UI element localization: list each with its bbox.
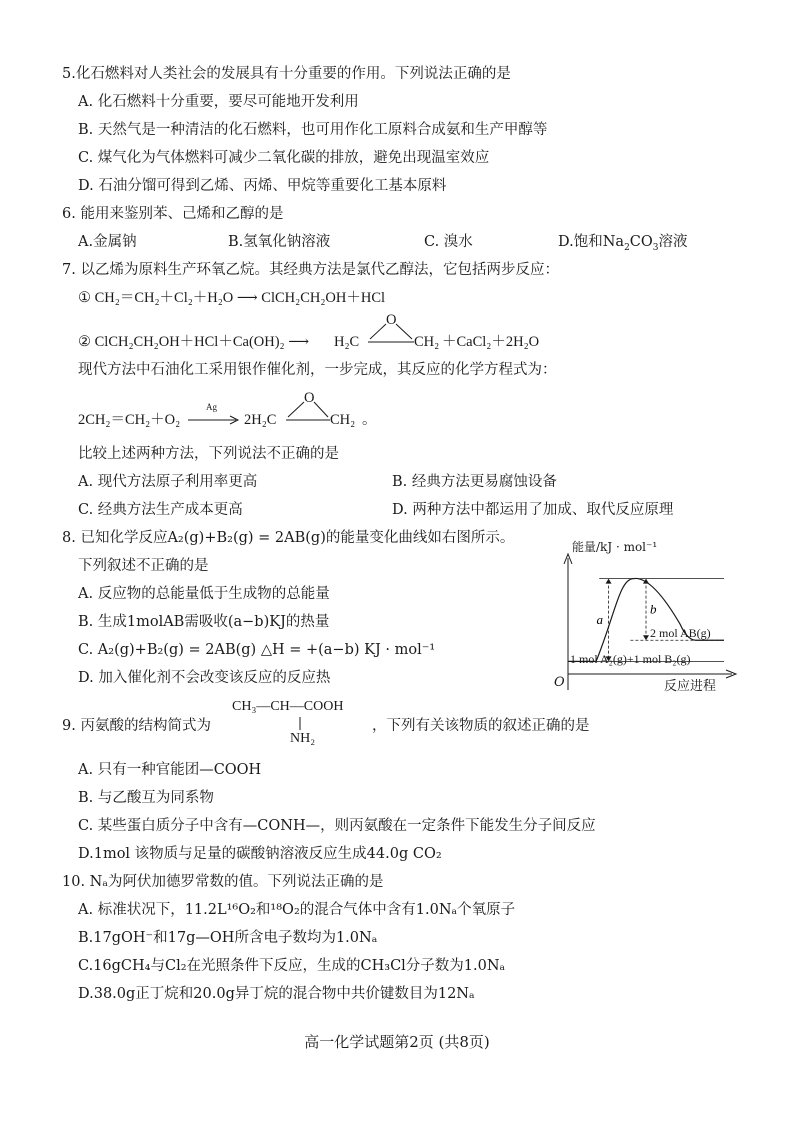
q7-option-b: B. 经典方法更易腐蚀设备: [392, 474, 557, 490]
x-axis-label: 反应进程: [664, 679, 717, 694]
ring-1-oxygen: O: [386, 312, 397, 328]
ring-1-left: H₂C: [334, 334, 360, 350]
q10-option-d: D.38.0g正丁烷和20.0g异丁烷的混合物中共价键数目为12Nₐ: [78, 986, 475, 1002]
epoxide-ring-2: [242, 390, 362, 434]
q6-option-c: C. 溴水: [424, 234, 473, 250]
q6-option-d: D.饱和$Na_2CO_3$溶液: [558, 234, 688, 253]
arrow-b-head-bottom: [643, 635, 649, 640]
q8-stem: 8. 已知化学反应A₂(g)+B₂(g) = 2AB(g)的能量变化曲线如右图所示。: [62, 530, 515, 546]
page-footer: 高一化学试题第2页 (共8页): [304, 1033, 490, 1051]
q8-option-b: B. 生成1molAB需吸收(a−b)KJ的热量: [78, 614, 330, 630]
q7-equation-3-left: 2CH₂＝CH₂＋O₂: [78, 412, 181, 428]
catalyst-label: Ag: [206, 402, 217, 412]
q7-equation-3-end: 。: [362, 412, 377, 428]
label-b: b: [650, 601, 657, 617]
ring-2-right: CH₂: [330, 412, 356, 428]
ring-2-left: 2H₂C: [244, 412, 277, 428]
q7-option-a: A. 现代方法原子利用率更高: [78, 474, 258, 490]
q10-option-c: C.16gCH₄与Cl₂在光照条件下反应，生成的CH₃Cl分子数为1.0Nₐ: [78, 958, 506, 974]
q7-compare: 比较上述两种方法，下列说法不正确的是: [78, 446, 339, 462]
q7-modern-method: 现代方法中石油化工采用银作催化剂，一步完成，其反应的化学方程式为：: [78, 362, 557, 378]
q5-option-d: D. 石油分馏可得到乙烯、丙烯、甲烷等重要化工基本原料: [78, 178, 447, 194]
q8-option-d: D. 加入催化剂不会改变该反应的反应热: [78, 670, 331, 686]
catalyst-arrow: [186, 402, 242, 428]
q10-option-b: B.17gOH⁻和17g—OH所含电子数均为1.0Nₐ: [78, 930, 378, 946]
q6-option-a: A.金属钠: [78, 234, 137, 250]
y-axis-label: 能量/kJ · mol⁻¹: [572, 540, 658, 554]
q7-equation-2-right: ＋CaCl₂＋2H₂O: [442, 334, 540, 350]
q9-stem-pre: 9. 丙氨酸的结构简式为: [62, 718, 211, 734]
energy-diagram-svg: [554, 540, 744, 702]
q7-option-c: C. 经典方法生产成本更高: [78, 502, 243, 518]
q10-stem: 10. Nₐ为阿伏加德罗常数的值。下列说法正确的是: [62, 874, 384, 890]
q8-option-a: A. 反应物的总能量低于生成物的总能量: [78, 586, 330, 602]
q6-stem: 6. 能用来鉴别苯、己烯和乙醇的是: [62, 206, 284, 222]
alanine-main-chain: CH₃—CH—COOH: [232, 699, 344, 714]
reactants-label: 1 mol A₂(g)+1 mol B₂(g): [570, 652, 691, 666]
q9-stem-post: ，下列有关该物质的叙述正确的是: [372, 718, 590, 734]
q9-option-d: D.1mol 该物质与足量的碳酸钠溶液反应生成44.0g CO₂: [78, 846, 442, 862]
q7-equation-1: ① CH₂＝CH₂＋Cl₂＋H₂O ⟶ ClCH₂CH₂OH＋HCl: [78, 290, 386, 306]
q7-equation-2-left: ② ClCH₂CH₂OH＋HCl＋Ca(OH)₂ ⟶: [78, 334, 310, 350]
q7-stem: 7. 以乙烯为原料生产环氧乙烷。其经典方法是氯代乙醇法，它包括两步反应：: [62, 262, 559, 278]
alanine-amino-group: NH₂: [290, 731, 316, 746]
q10-option-a: A. 标准状况下，11.2L¹⁶O₂和¹⁸O₂的混合气体中含有1.0Nₐ个氧原子: [78, 902, 516, 918]
alanine-structure: [232, 698, 372, 750]
q9-option-b: B. 与乙酸互为同系物: [78, 790, 214, 806]
q5-option-c: C. 煤气化为气体燃料可减少二氧化碳的排放，避免出现温室效应: [78, 150, 490, 166]
products-label: 2 mol AB(g): [650, 626, 711, 640]
q7-option-d: D. 两种方法中都运用了加成、取代反应原理: [392, 502, 674, 518]
q9-option-a: A. 只有一种官能团—COOH: [78, 762, 262, 778]
epoxide-ring-1: [330, 312, 450, 356]
q9-option-c: C. 某些蛋白质分子中含有—CONH—，则丙氨酸在一定条件下能发生分子间反应: [78, 818, 596, 834]
label-a: a: [596, 612, 604, 627]
ring-2-oxygen: O: [304, 390, 315, 406]
q5-option-a: A. 化石燃料十分重要，要尽可能地开发利用: [78, 94, 359, 110]
q8-stem-2: 下列叙述不正确的是: [78, 558, 209, 574]
q6-option-b: B.氢氧化钠溶液: [228, 234, 331, 250]
arrow-a-head-top: [606, 579, 612, 584]
q5-stem: 5.化石燃料对人类社会的发展具有十分重要的作用。下列说法正确的是: [62, 66, 511, 82]
origin-label: O: [554, 675, 565, 690]
q5-option-b: B. 天然气是一种清洁的化石燃料，也可用作化工原料合成氨和生产甲醇等: [78, 122, 548, 138]
energy-diagram: [554, 540, 744, 706]
ring-1-right: CH₂: [414, 334, 440, 350]
q8-option-c: C. A₂(g)+B₂(g) = 2AB(g) △H = +(a−b) KJ · mol⁻¹: [78, 642, 436, 658]
